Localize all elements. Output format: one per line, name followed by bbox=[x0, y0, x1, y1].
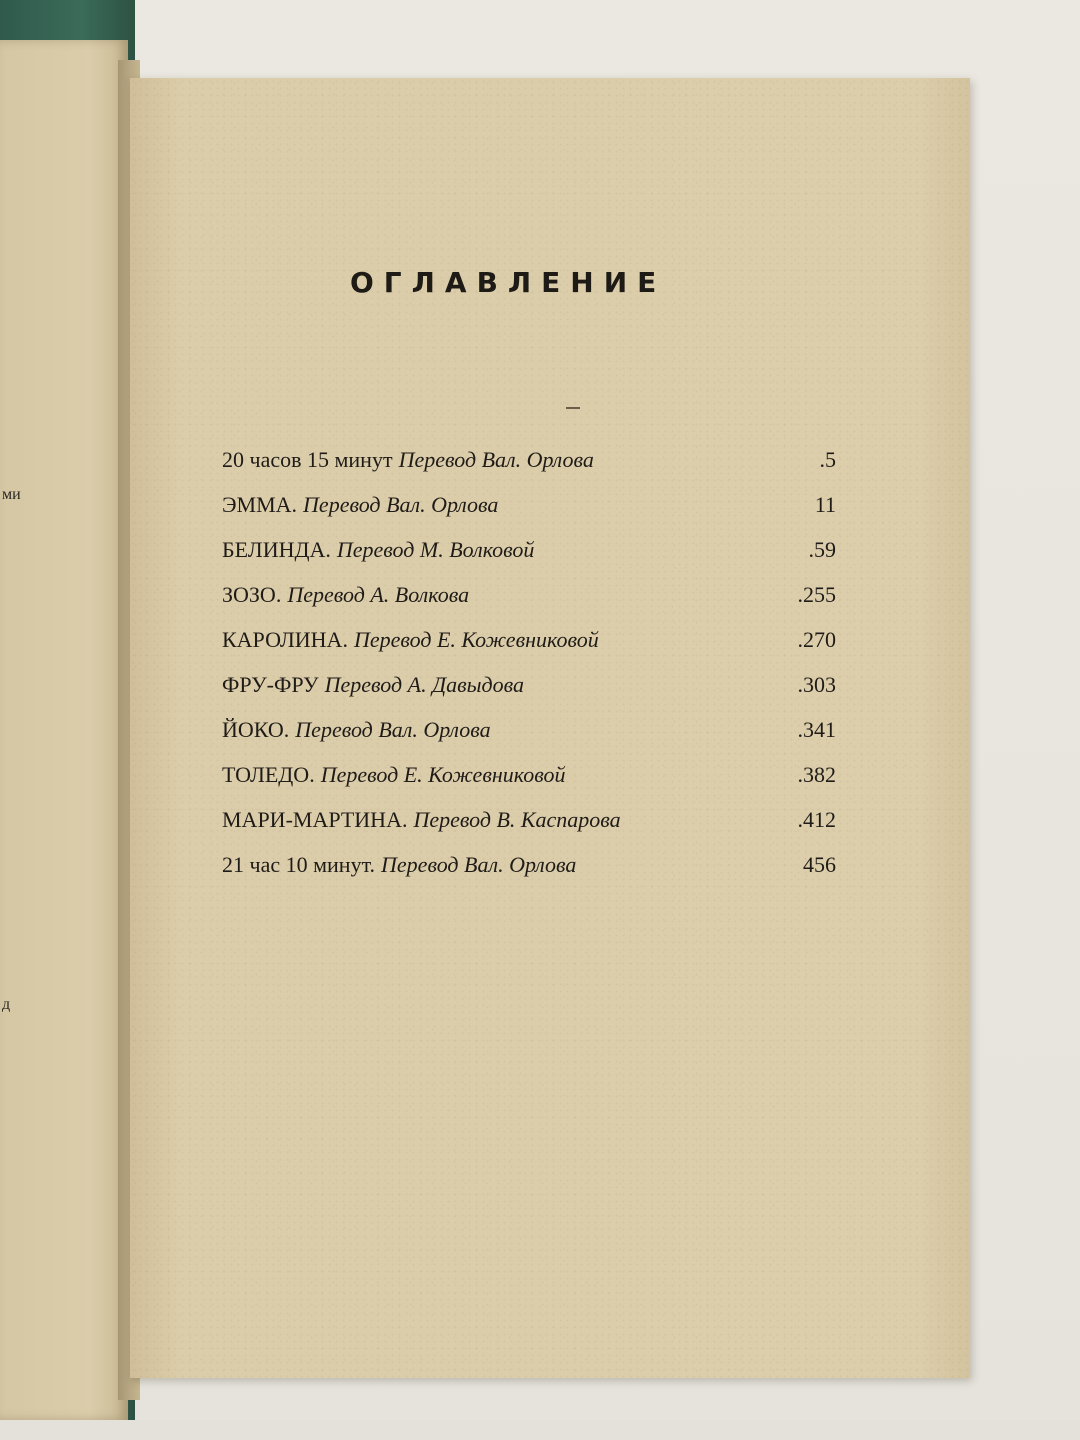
entry-title: БЕЛИНДА. bbox=[222, 537, 331, 562]
entry-translator: Перевод Вал. Орлова bbox=[381, 852, 577, 877]
contents-entry bbox=[222, 665, 836, 710]
contents-entry bbox=[222, 800, 836, 845]
entry-page-number: .255 bbox=[797, 582, 836, 607]
left-page-text-fragment: д bbox=[2, 996, 11, 1013]
entry-page-number: .59 bbox=[808, 537, 836, 562]
entry-page-number: .303 bbox=[797, 672, 836, 697]
contents-title: ОГЛАВЛЕНИЕ bbox=[350, 266, 667, 299]
entry-title: ЗОЗО. bbox=[222, 582, 282, 607]
entry-translator: Перевод В. Каспарова bbox=[413, 807, 621, 832]
entry-translator: Перевод А. Давыдова bbox=[324, 672, 525, 697]
entry-title: МАРИ-МАРТИНА. bbox=[222, 807, 408, 832]
entry-title: КАРОЛИНА. bbox=[222, 627, 348, 652]
entry-title: ТОЛЕДО. bbox=[222, 762, 315, 787]
entry-translator: Перевод М. Волковой bbox=[336, 537, 535, 562]
entry-page-number: .5 bbox=[819, 447, 836, 472]
entry-title: ФРУ-ФРУ bbox=[222, 672, 319, 697]
contents-entry bbox=[222, 620, 836, 665]
entry-translator: Перевод А. Волкова bbox=[287, 582, 470, 607]
entry-translator: Перевод Е. Кожевниковой bbox=[353, 627, 599, 652]
entry-page-number: 11 bbox=[814, 492, 836, 517]
entry-page-number: .412 bbox=[797, 807, 836, 832]
contents-entry bbox=[222, 845, 836, 890]
entry-title: 21 час 10 минут. bbox=[222, 852, 376, 877]
contents-entry bbox=[222, 485, 836, 530]
entry-title: ЭММА. bbox=[222, 492, 298, 517]
entry-page-number: .341 bbox=[797, 717, 836, 742]
contents-list bbox=[222, 440, 836, 890]
entry-translator: Перевод Вал. Орлова bbox=[295, 717, 491, 742]
left-page-text-fragment: ми bbox=[2, 486, 21, 503]
entry-translator: Перевод Вал. Орлова bbox=[303, 492, 499, 517]
entry-translator: Перевод Вал. Орлова bbox=[398, 447, 594, 472]
entry-page-number: 456 bbox=[803, 852, 836, 877]
left-page bbox=[0, 40, 128, 1420]
contents-entry bbox=[222, 530, 836, 575]
title-separator bbox=[566, 407, 580, 409]
entry-title: ЙОКО. bbox=[222, 717, 290, 742]
contents-entry bbox=[222, 755, 836, 800]
entry-translator: Перевод Е. Кожевниковой bbox=[320, 762, 566, 787]
contents-entry bbox=[222, 710, 836, 755]
contents-entry bbox=[222, 575, 836, 620]
entry-page-number: .270 bbox=[797, 627, 836, 652]
entry-page-number: .382 bbox=[797, 762, 836, 787]
photo-bottom-edge bbox=[0, 1420, 1080, 1440]
contents-entry bbox=[222, 440, 836, 485]
entry-title: 20 часов 15 минут bbox=[222, 447, 393, 472]
